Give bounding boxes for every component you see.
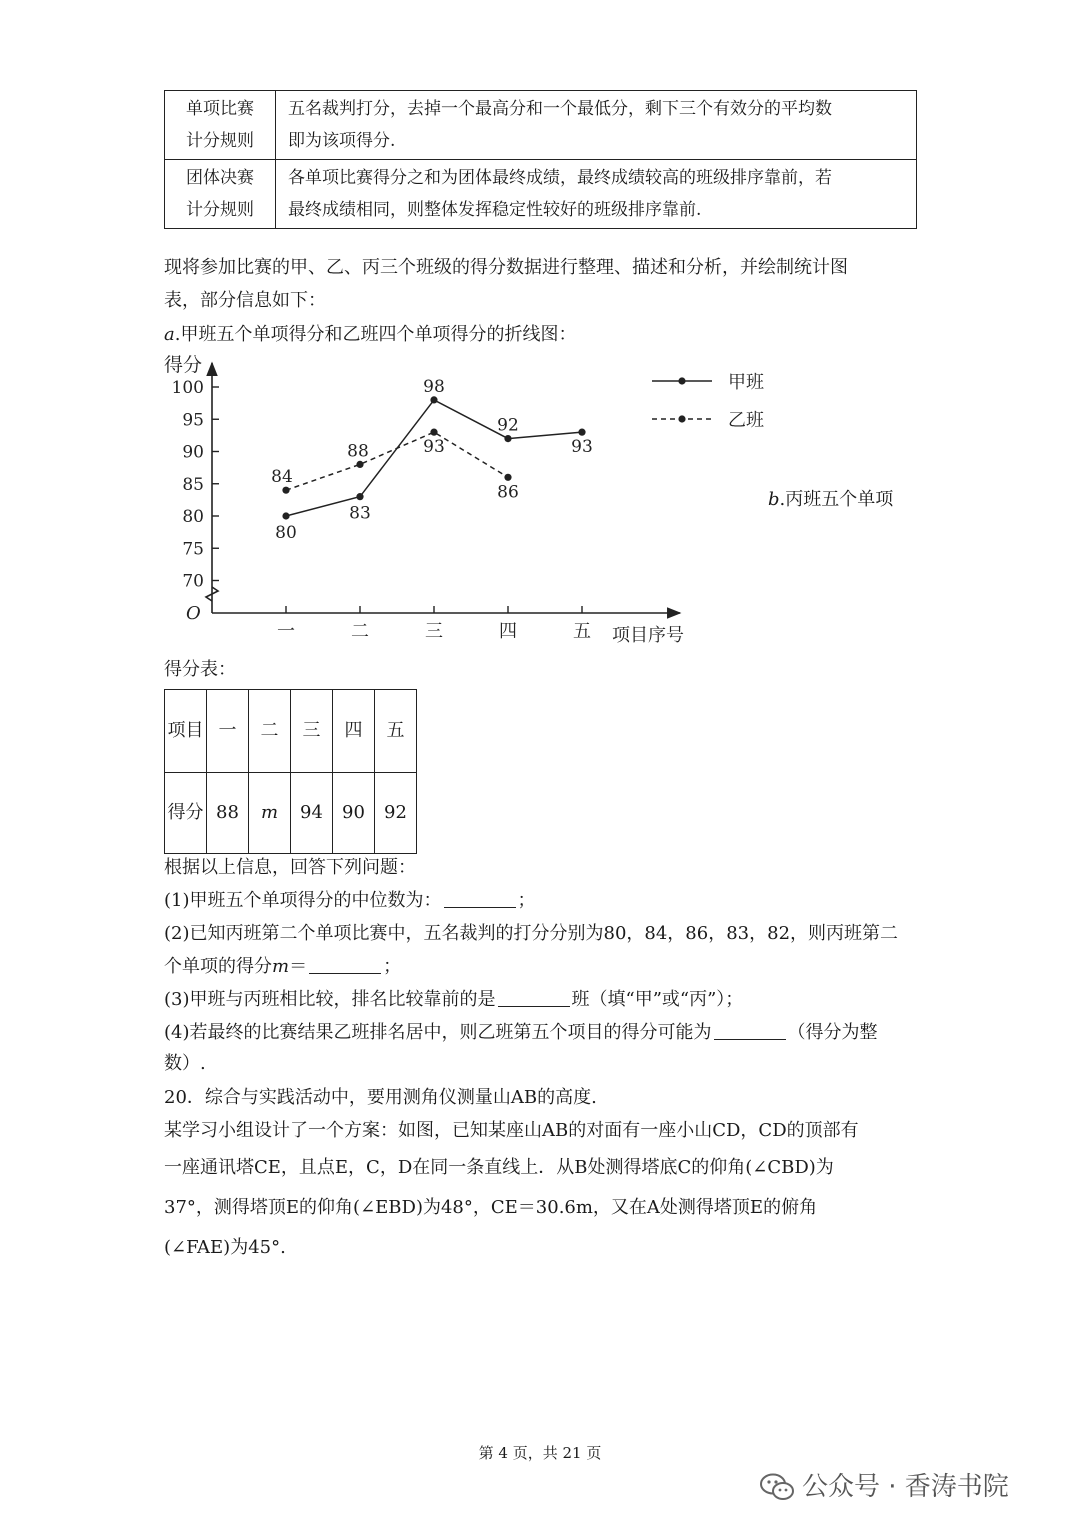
data-label: 88 [347,441,369,462]
intro-line-2: 表，部分信息如下： [164,290,326,311]
data-label: 93 [423,437,445,458]
data-label: 92 [497,415,519,436]
score-table [164,689,417,854]
rules-key: 单项比赛 计分规则 [165,91,276,160]
x-tick-label: 四 [499,621,517,642]
question-4-line-1: (4)若最终的比赛结果乙班排名居中，则乙班第五个项目的得分可能为 （得分为整 [164,1022,878,1043]
data-label: 83 [349,503,371,524]
legend-marker [678,415,685,422]
data-point [430,429,437,436]
line-chart [150,345,800,655]
origin-label: O [186,603,201,624]
table-header-cell: 三 [291,690,333,773]
table-header-cell: 五 [375,690,417,773]
data-label: 80 [275,523,297,543]
table-header-cell: 二 [249,690,291,773]
table-header-cell: 项目 [165,690,207,773]
watermark: 公众号 · 香涛书院 [760,1466,1009,1503]
y-tick-label: 100 [171,378,204,398]
rules-value: 各单项比赛得分之和为团体最终成绩，最终成绩较高的班级排序靠前，若 最终成绩相同，则整体发挥稳定性较好的班级排序靠前. [276,160,917,229]
answer-blank[interactable] [498,988,570,1007]
x-tick-label: 五 [573,621,591,642]
part-b-caption: b.丙班五个单项 [768,489,894,510]
rules-value: 五名裁判打分，去掉一个最高分和一个最低分，剩下三个有效分的平均数 即为该项得分. [276,91,917,160]
legend-marker [678,377,685,384]
answer-blank[interactable] [309,955,381,974]
question-4-line-2: 数）. [164,1053,206,1074]
table-cell: 92 [375,773,417,854]
series-line-0 [286,400,582,516]
table-header-cell: 一 [207,690,249,773]
questions-lead: 根据以上信息，回答下列问题： [164,857,416,878]
legend-label: 甲班 [728,372,764,393]
y-tick-label: 90 [182,442,204,463]
data-label: 93 [571,437,593,458]
table-cell: 88 [207,773,249,854]
data-point [504,474,511,481]
x-tick-label: 三 [425,621,443,642]
data-point [430,396,437,403]
problem-20-line-3: 一座通讯塔CE，且点E，C，D在同一条直线上．从B处测得塔底C的仰角(∠CBD)为 [164,1157,834,1178]
x-tick-label: 一 [277,621,295,642]
data-point [282,487,289,494]
problem-20-line-1: 20．综合与实践活动中，要用测角仪测量山AB的高度. [164,1087,597,1108]
wechat-icon [760,1473,794,1501]
data-point [356,493,363,500]
question-2-line-1: (2)已知丙班第二个单项比赛中，五名裁判的打分分别为80，84，86，83，82，则丙班第二 [164,923,899,944]
rules-key: 团体决赛 计分规则 [165,160,276,229]
table-cell: 90 [333,773,375,854]
question-1: (1)甲班五个单项得分的中位数为： ； [164,890,536,911]
score-table-caption: 得分表： [164,659,236,680]
data-point [282,512,289,519]
data-label: 98 [423,376,445,397]
data-label: 84 [271,467,293,488]
y-tick-label: 85 [182,474,204,495]
table-row [165,690,417,773]
data-label: 86 [497,482,519,503]
x-axis-label: 项目序号 [612,625,684,646]
table-cell: 得分 [165,773,207,854]
table-cell: 94 [291,773,333,854]
part-a-caption: a.甲班五个单项得分和乙班四个单项得分的折线图： [164,324,577,345]
series-line-1 [286,432,508,490]
y-tick-label: 80 [182,507,204,527]
data-point [356,461,363,468]
data-point [504,435,511,442]
table-row [165,91,917,160]
question-2-line-2: 个单项的得分m＝ ； [164,956,402,977]
y-tick-label: 70 [182,571,204,592]
question-3: (3)甲班与丙班相比较，排名比较靠前的是 班（填“甲”或“丙”）； [164,989,744,1010]
table-cell: m [249,773,291,854]
page-footer: 第 4 页，共 21 页 [478,1444,602,1462]
problem-20-line-5: (∠FAE)为45°. [164,1237,286,1258]
y-axis-label: 得分 [164,354,203,376]
y-tick-label: 95 [182,410,204,431]
problem-20-line-2: 某学习小组设计了一个方案：如图，已知某座山AB的对面有一座小山CD，CD的顶部有 [164,1120,859,1141]
answer-blank[interactable] [444,889,516,908]
data-point [578,429,585,436]
table-row [165,773,417,854]
y-tick-label: 75 [182,539,204,560]
answer-blank[interactable] [714,1021,786,1040]
legend-label: 乙班 [728,410,764,431]
table-header-cell: 四 [333,690,375,773]
problem-20-line-4: 37°，测得塔顶E的仰角(∠EBD)为48°，CE＝30.6m，又在A处测得塔顶E的俯角 [164,1197,818,1218]
intro-line-1: 现将参加比赛的甲、乙、丙三个班级的得分数据进行整理、描述和分析，并绘制统计图 [164,257,848,278]
x-tick-label: 二 [351,621,369,642]
table-row [165,160,917,229]
rules-table [164,90,917,229]
